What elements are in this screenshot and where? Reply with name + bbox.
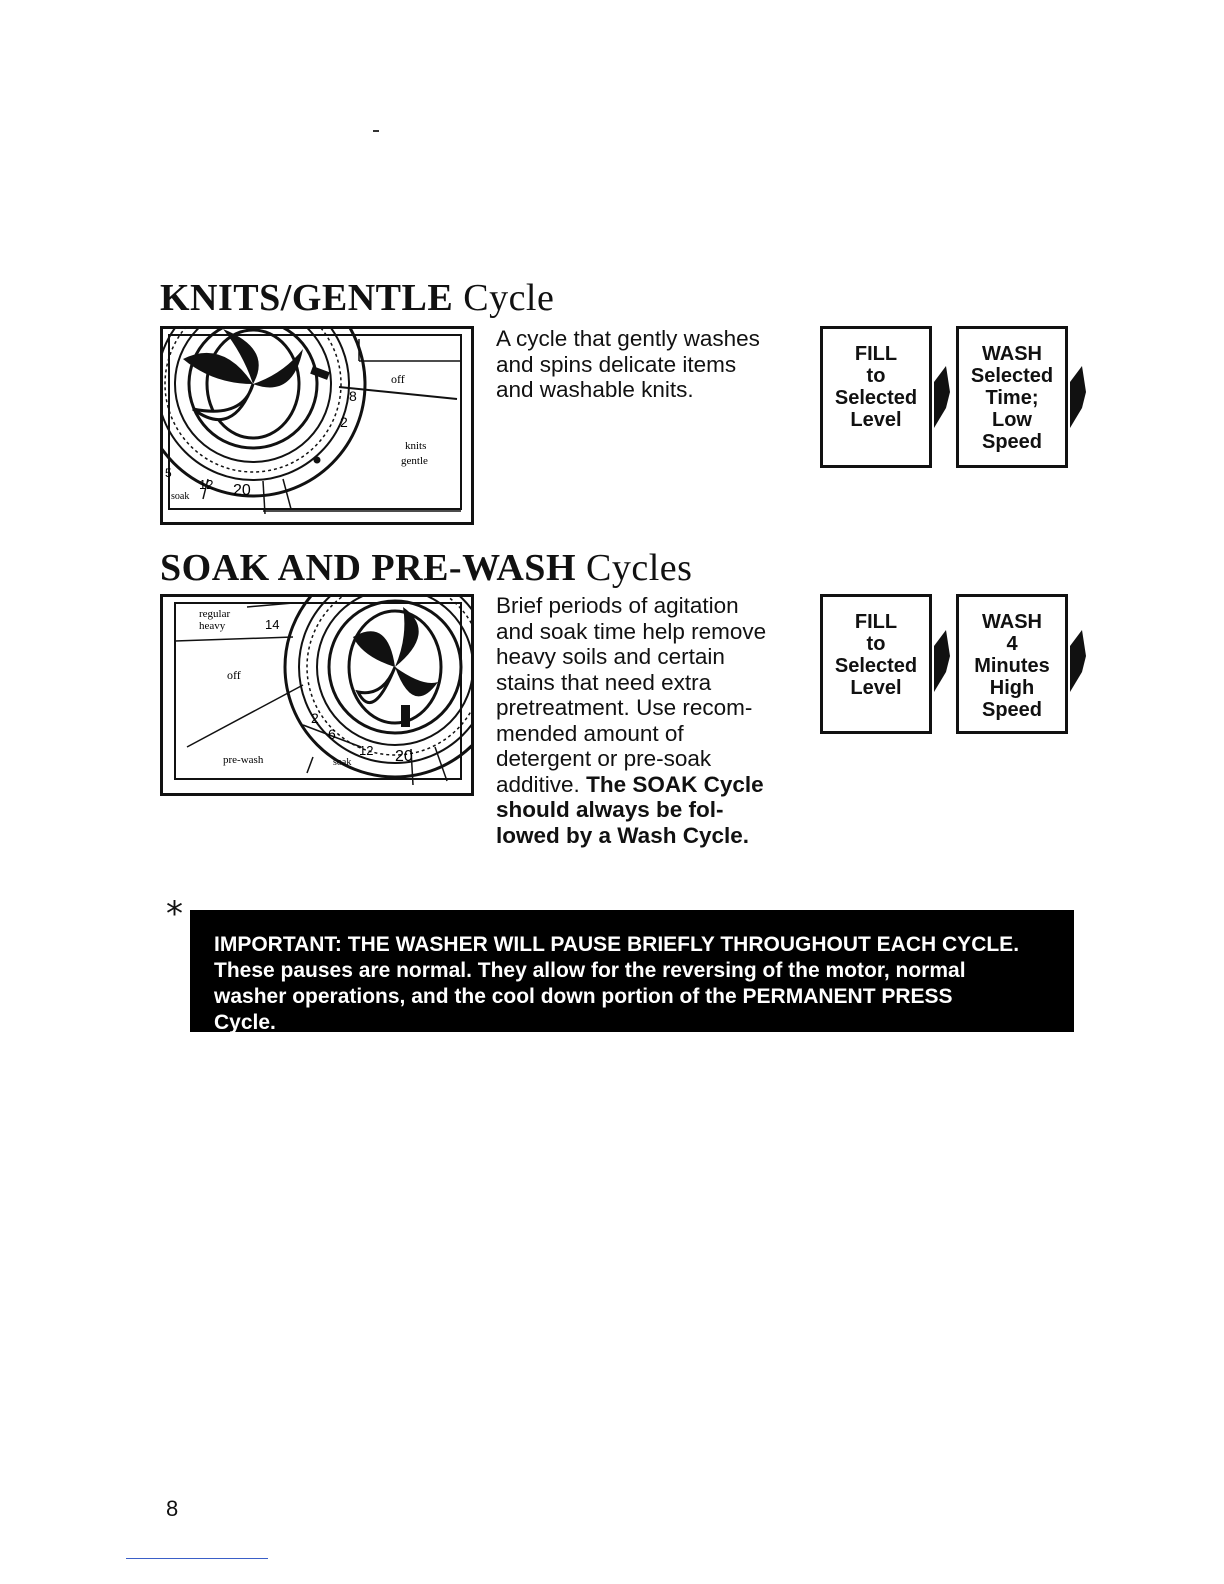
knits-dial-label-knits: knits <box>405 440 427 452</box>
knits-step-fill <box>820 326 932 468</box>
knits-dial-label-soak: soak <box>171 491 190 502</box>
knits-dial-label-gentle: gentle <box>401 455 428 467</box>
knits-dial-label-2: 2 <box>340 414 348 430</box>
notice-line: IMPORTANT: THE WASHER WILL PAUSE BRIEFLY THROUGHOUT EACH CYCLE. <box>214 933 1020 956</box>
soak-arrow-2-icon <box>1068 628 1088 698</box>
knits-dial-label-12: 12 <box>199 477 214 492</box>
important-notice <box>190 910 1074 1032</box>
step-line: Selected <box>834 655 918 677</box>
knits-arrow-1-icon <box>932 364 952 434</box>
soak-section-title <box>160 546 692 590</box>
soak-dial-label-regular: regular <box>199 608 231 620</box>
soak-description-bold: The SOAK Cycle <box>586 771 764 797</box>
notice-asterisk: * <box>166 894 183 934</box>
knits-dial-illustration <box>160 326 474 525</box>
step-line: FILL <box>854 611 898 633</box>
soak-step-fill <box>820 594 932 734</box>
soak-title-rest: Cycles <box>586 547 693 589</box>
step-line: Time; <box>985 387 1039 409</box>
knits-dial-label-5: 5 <box>165 466 172 480</box>
soak-dial-label-20: 20 <box>395 748 413 765</box>
soak-description-line: pretreatment. Use recom- <box>496 695 753 720</box>
knits-dial-label-20: 20 <box>233 482 251 499</box>
footer-rule <box>126 1558 268 1559</box>
notice-line: washer operations, and the cool down portion of the PERMANENT PRESS <box>214 985 953 1008</box>
soak-dial-label-soak: soak <box>333 757 352 768</box>
step-line: Speed <box>981 431 1043 453</box>
soak-dial-label-6: 6 <box>328 726 336 742</box>
soak-dial-illustration <box>160 594 474 796</box>
page-number: 8 <box>166 1496 179 1521</box>
step-line: Selected <box>834 387 918 409</box>
knits-description-line: and spins delicate items <box>496 351 737 377</box>
soak-description-bold-line: lowed by a Wash Cycle. <box>496 822 749 848</box>
soak-step-wash <box>956 594 1068 734</box>
soak-dial-label-2: 2 <box>311 710 319 726</box>
knits-dial-label-8: 8 <box>349 388 357 404</box>
step-line: to <box>866 633 886 655</box>
step-line: WASH <box>982 343 1042 365</box>
soak-description-line: mended amount of <box>496 720 684 746</box>
knits-dial-label-off: off <box>391 372 405 386</box>
soak-description-line: Brief periods of agitation <box>496 593 739 618</box>
knits-arrow-2-icon <box>1068 364 1088 434</box>
notice-line: Cycle. <box>214 1011 276 1034</box>
soak-title-caps: SOAK AND PRE-WASH <box>160 547 576 589</box>
soak-description-normal: additive. <box>496 771 580 797</box>
soak-dial-drawing <box>163 597 471 793</box>
soak-dial-label-off: off <box>227 668 241 682</box>
knits-dial-drawing <box>163 329 471 522</box>
soak-arrow-1-icon <box>932 628 952 698</box>
soak-description-bold-line: should always be fol- <box>496 797 724 822</box>
stray-mark <box>373 130 379 132</box>
knits-title-caps: KNITS/GENTLE <box>160 277 454 319</box>
soak-description-line-mixed <box>496 772 816 798</box>
soak-description-line: heavy soils and certain <box>496 644 725 669</box>
knits-description-line: and washable knits. <box>496 377 694 402</box>
knits-description-line: A cycle that gently washes <box>496 326 760 351</box>
step-line: 4 <box>1006 633 1018 655</box>
knits-title-rest: Cycle <box>463 277 555 319</box>
soak-dial-label-heavy: heavy <box>199 620 226 632</box>
soak-description-line: detergent or pre-soak <box>496 746 712 771</box>
soak-dial-label-12: 12 <box>359 743 374 758</box>
step-line: to <box>866 365 886 387</box>
soak-dial-label-prewash: pre-wash <box>223 754 264 766</box>
soak-dial-label-14: 14 <box>265 617 280 632</box>
step-line: Level <box>850 677 902 699</box>
step-line: Level <box>850 409 902 431</box>
knits-description <box>496 326 806 403</box>
knits-step-wash <box>956 326 1068 468</box>
knits-section-title <box>160 276 554 320</box>
step-line: Low <box>992 409 1032 431</box>
soak-description-line: stains that need extra <box>496 669 712 695</box>
notice-line: These pauses are normal. They allow for the reversing of the motor, normal <box>214 959 966 982</box>
step-line: FILL <box>854 343 898 365</box>
soak-description <box>496 593 816 848</box>
soak-description-line: and soak time help remove <box>496 618 767 644</box>
step-line: High <box>989 677 1035 699</box>
step-line: Minutes <box>974 655 1050 677</box>
step-line: WASH <box>982 611 1042 633</box>
step-line: Selected <box>970 365 1054 387</box>
step-line: Speed <box>981 699 1043 721</box>
